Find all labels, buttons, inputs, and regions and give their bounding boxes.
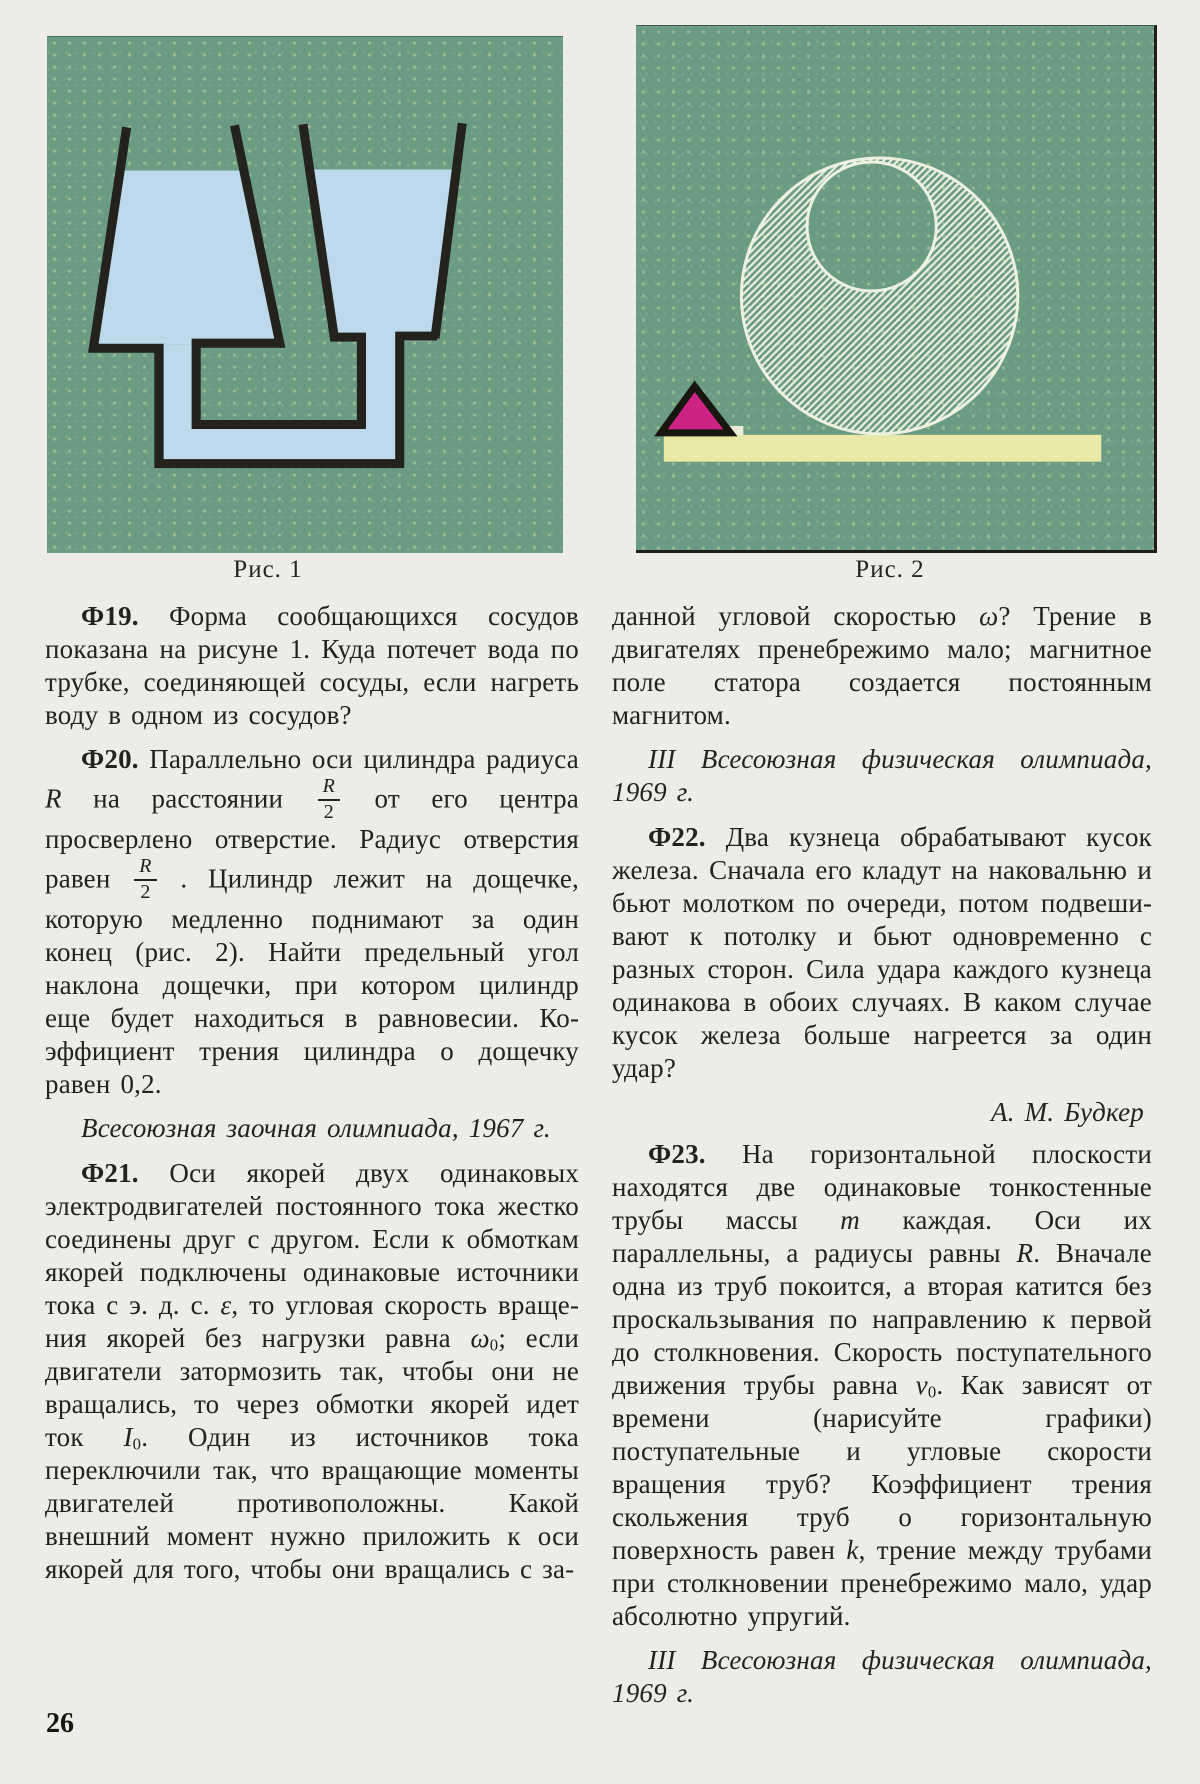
attribution-f20: Всесоюзная заочная олимпиада, 1967 г. bbox=[81, 1113, 551, 1144]
attribution-f21: III Всесоюзная физическая олимпиада, 1969 г. bbox=[612, 744, 1152, 807]
problem-f20: Ф20. Параллельно оси цилиндра радиуса R на расстоянии $\frac{R}{2}$ от его центра просверлено отверстие. Радиус отверстия равен $\frac{R}{2}$ . Цилиндр лежит на дощечке, которую медленно поднимают за один конец (рис. 2). Найти предельный угол наклона дощечки, при котором цилиндр еще будет находиться в равновесии. Коэффициент трения цилиндра о дощечку равен 0,2. bbox=[45, 744, 579, 1100]
plank bbox=[664, 435, 1101, 462]
wedge-triangle bbox=[661, 386, 731, 433]
problem-f21-continued: данной угловой скоростью ω? Трение в двигателях пренебрежимо мало; магнитное поле статора создается постоянным магнитом. bbox=[612, 601, 1152, 730]
attribution-f23: III Всесоюзная физическая олимпиада, 1969 г. bbox=[612, 1645, 1152, 1708]
problem-f19: Ф19. Форма сообщающихся сосудов показана на рисуне 1. Куда потечет вода по трубке, соединяющей сосуды, если нагреть воду в одном из сосудов? bbox=[45, 601, 579, 730]
author-f22: А. М. Будкер bbox=[991, 1097, 1144, 1127]
left-column bbox=[45, 600, 579, 1597]
problem-f21: Ф21. Оси якорей двух одинаковых электродвигателей постоянного тока жестко соединены друг с другом. Если к обмоткам якорей подключены одинаковые источники тока с э. д. с. ε, то угловая скорость вращения якорей без нагрузки равна ω0; если двигатели затормозить так, чтобы они не вращались, то через обмотки якорей идет ток I0. Один из источников тока переключили так, что вращающие моменты двигателей противоположны. Какой внешний момент нужно приложить к оси якорей для того, чтобы они вращались с за- bbox=[45, 1158, 580, 1585]
problem-f23: Ф23. На горизонтальной плоскости находятся две одинаковые тонкостенные трубы массы m каждая. Оси их параллельны, а радиусы равны R. Вначале одна из труб покоится, а вторая катится без проскальзывания по направлению к первой до столкновения. Скорость поступательного движения трубы равна v0. Как зависят от времени (нарисуйте графики) поступательные и угловые скорости вращения труб? Коэффициент трения скольжения труб о горизонтальную поверхность равен k, трение между трубами при столкновении пренебрежимо мало, удар абсолютно упругий. bbox=[612, 1139, 1153, 1631]
page-number: 26 bbox=[46, 1708, 74, 1739]
figure1-panel bbox=[47, 36, 563, 553]
figure2-panel bbox=[636, 25, 1157, 553]
figure1-caption: Рис. 1 bbox=[233, 556, 303, 583]
figure2-drawing bbox=[636, 26, 1154, 550]
figure1-drawing bbox=[47, 37, 563, 553]
problem-f22: Ф22. Два кузнеца обрабатывают кусок железа. Сначала его кладут на наковальню и бьют молотком по очереди, потом подвешивают к потолку и бьют одновременно с разных сторон. Сила удара каждого кузнеца одинакова в обоих случаях. В каком случае кусок железа больше нагреется за один удар? bbox=[612, 822, 1152, 1083]
figure2-caption: Рис. 2 bbox=[855, 556, 925, 583]
right-column bbox=[612, 600, 1152, 1722]
